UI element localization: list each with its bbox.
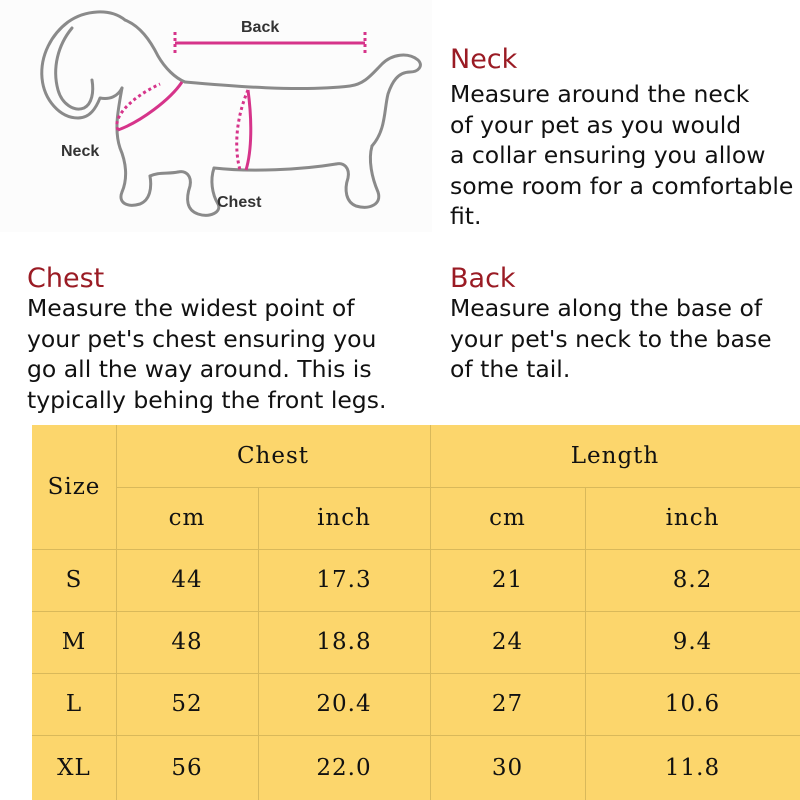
neck-heading: Neck: [450, 44, 518, 75]
table-cell: 44: [171, 567, 203, 593]
table-cell: 11.8: [664, 754, 721, 781]
figure-label-chest: Chest: [217, 194, 262, 211]
dog-outline-illustration: [0, 0, 432, 232]
measure-lines: [117, 32, 365, 170]
unit-header: inch: [317, 505, 371, 531]
neck-line: a collar ensuring you allow: [450, 141, 766, 169]
chest-heading: Chest: [27, 263, 105, 294]
table-cell: 8.2: [672, 567, 713, 593]
table-cell: 56: [171, 754, 203, 781]
table-cell: 21: [491, 567, 524, 593]
back-line: of the tail.: [450, 355, 571, 383]
neck-line: of your pet as you would: [450, 110, 742, 139]
neck-line: some room for a comfortable: [450, 171, 794, 200]
table-cell: 27: [491, 691, 524, 717]
table-cell: 17.3: [316, 567, 372, 593]
table-cell: 52: [171, 691, 203, 717]
table-cell: 18.8: [316, 629, 372, 655]
table-cell: 22.0: [316, 754, 372, 781]
length-group-header: Length: [570, 443, 660, 469]
back-description: [450, 293, 772, 385]
size-table: [32, 425, 800, 800]
chest-line: typically behing the front legs.: [27, 385, 387, 414]
chest-group-header: Chest: [236, 443, 310, 469]
table-cell: 9.4: [672, 629, 713, 655]
table-cell: 10.6: [664, 691, 721, 717]
back-heading: Back: [450, 263, 516, 294]
chest-description: [27, 293, 386, 415]
back-line: Measure along the base of: [450, 294, 763, 322]
size-cell: S: [65, 567, 83, 593]
neck-description: [450, 79, 793, 232]
unit-header: inch: [665, 505, 720, 531]
table-cell: 30: [491, 754, 524, 781]
chest-line: go all the way around. This is: [27, 355, 372, 383]
table-cell: 24: [491, 629, 524, 655]
figure-label-back: Back: [241, 19, 280, 36]
size-cell: L: [65, 691, 83, 717]
dog-measurement-figure: [0, 0, 432, 232]
table-cell: 48: [171, 629, 203, 655]
chest-line: your pet's chest ensuring you: [27, 324, 377, 353]
size-cell: XL: [57, 754, 91, 781]
unit-header: cm: [168, 505, 206, 531]
back-line: your pet's neck to the base: [450, 324, 772, 353]
neck-line: fit.: [450, 202, 482, 230]
size-cell: M: [61, 629, 87, 655]
unit-header: cm: [489, 505, 526, 531]
size-header: Size: [47, 474, 101, 500]
figure-label-neck: Neck: [61, 143, 100, 160]
table-cell: 20.4: [316, 691, 372, 717]
chest-line: Measure the widest point of: [27, 294, 355, 322]
neck-line: Measure around the neck: [450, 80, 750, 108]
